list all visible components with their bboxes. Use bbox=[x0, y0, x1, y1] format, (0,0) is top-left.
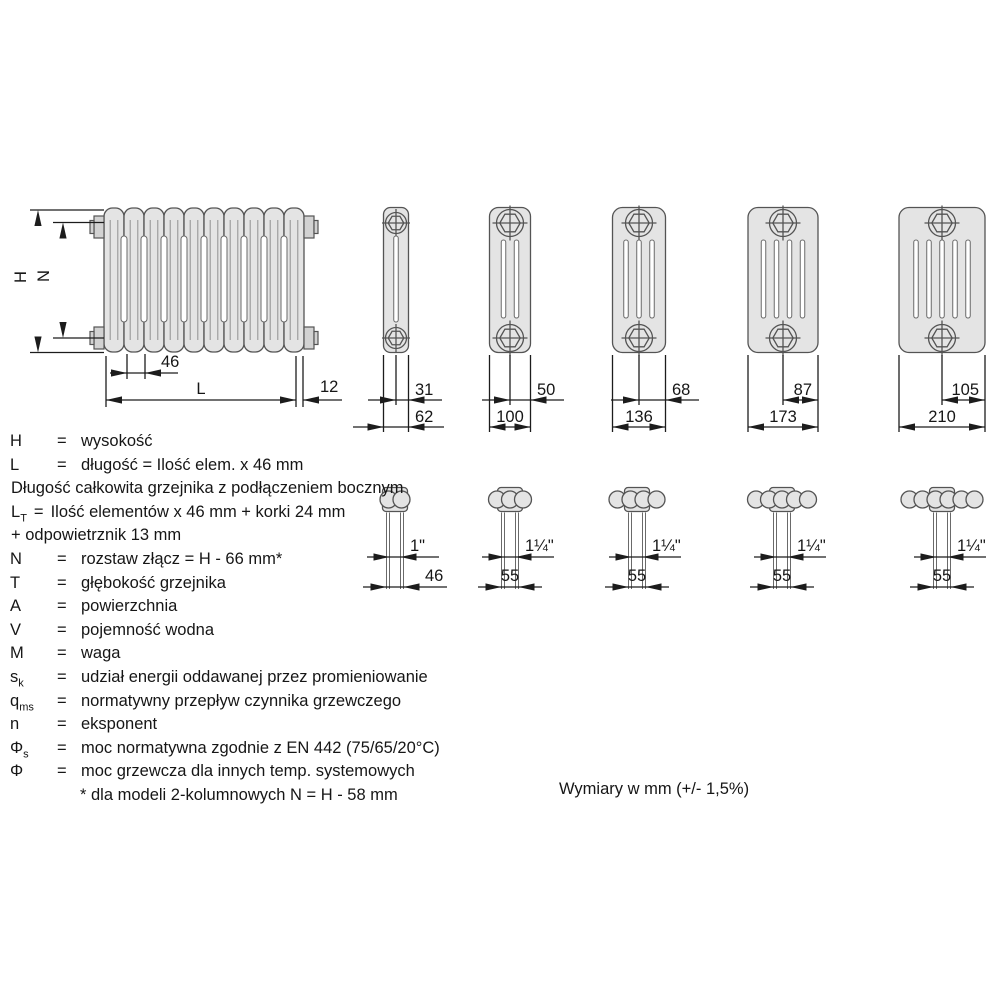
length-dimensions bbox=[106, 354, 342, 407]
legend-row-M: M = waga bbox=[10, 644, 121, 663]
depth-label: 100 bbox=[496, 408, 524, 426]
depth-label: 136 bbox=[625, 408, 653, 426]
legend-row-n: n = eksponent bbox=[10, 715, 158, 734]
half-depth-label: 31 bbox=[415, 381, 434, 399]
top-view-3col bbox=[478, 488, 554, 591]
legend-row-footnote: * dla modeli 2-kolumnowych N = H - 58 mm bbox=[80, 785, 398, 804]
depth-label: 62 bbox=[415, 408, 434, 426]
element-width-label: 46 bbox=[161, 353, 180, 371]
side-extension-label: 12 bbox=[320, 378, 339, 396]
front-view bbox=[12, 208, 342, 407]
cross-section-3col bbox=[482, 206, 564, 433]
top-view-5col bbox=[748, 488, 827, 591]
pitch-label: N bbox=[35, 270, 53, 282]
half-depth-label: 87 bbox=[793, 381, 812, 399]
cross-section-6col bbox=[899, 206, 985, 433]
legend-row-phi: Φ = moc grzewcza dla innych temp. systemowych bbox=[10, 762, 415, 781]
legend-row-N: N = rozstaw złącz = H - 66 mm* bbox=[10, 549, 283, 568]
legend-row-A: A = powierzchnia bbox=[10, 597, 178, 616]
legend-row-H: H = wysokość bbox=[10, 432, 153, 450]
connection-size-label: 1¼" bbox=[525, 537, 554, 555]
legend-row-T: T = głębokość grzejnika bbox=[10, 573, 226, 592]
depth-label: 173 bbox=[769, 408, 797, 426]
legend-row-total-length-title: Długość całkowita grzejnika z podłączeniem bocznym bbox=[11, 479, 404, 498]
connection-width-label: 46 bbox=[425, 567, 444, 585]
top-view-4col bbox=[605, 488, 681, 591]
connection-size-label: 1¼" bbox=[652, 537, 681, 555]
connection-width-label: 55 bbox=[932, 567, 952, 585]
connection-width-label: 55 bbox=[627, 567, 647, 585]
legend-row-sk: $s_k$ = udział energii oddawanej przez promieniowanie bbox=[10, 667, 428, 690]
legend-row-air-vent: + odpowietrznik 13 mm bbox=[11, 526, 182, 545]
connection-size-label: 1" bbox=[410, 537, 426, 555]
connection-size-label: 1¼" bbox=[797, 537, 826, 555]
cross-section-2col bbox=[353, 208, 444, 433]
height-label: H bbox=[12, 271, 30, 283]
connection-width-label: 55 bbox=[772, 567, 792, 585]
legend bbox=[8, 430, 488, 808]
depth-label: 210 bbox=[928, 408, 956, 426]
cross-section-4col bbox=[611, 206, 699, 433]
legend-row-qms: $q_{ms}$ = normatywny przepływ czynnika grzewczego bbox=[10, 691, 402, 713]
top-view-6col bbox=[901, 488, 986, 591]
cross-section-5col bbox=[748, 206, 818, 433]
legend-row-LT: $L_T$ = Ilość elementów x 46 mm + korki 24 mm bbox=[11, 502, 346, 525]
length-label: L bbox=[196, 380, 206, 398]
connection-size-label: 1¼" bbox=[957, 537, 986, 555]
half-depth-label: 50 bbox=[537, 381, 556, 399]
front-view-body bbox=[90, 208, 318, 352]
dimensions-note: Wymiary w mm (+/- 1,5%) bbox=[559, 780, 750, 798]
half-depth-label: 105 bbox=[951, 381, 979, 399]
legend-row-V: V = pojemność wodna bbox=[10, 620, 214, 639]
legend-row-L: L = długość = Ilość elem. x 46 mm bbox=[10, 455, 304, 474]
half-depth-label: 68 bbox=[672, 381, 691, 399]
connection-width-label: 55 bbox=[500, 567, 520, 585]
legend-row-phi-s: $\Phi_s$ = moc normatywna zgodnie z EN 442 (75/65/20°C) bbox=[10, 738, 440, 761]
